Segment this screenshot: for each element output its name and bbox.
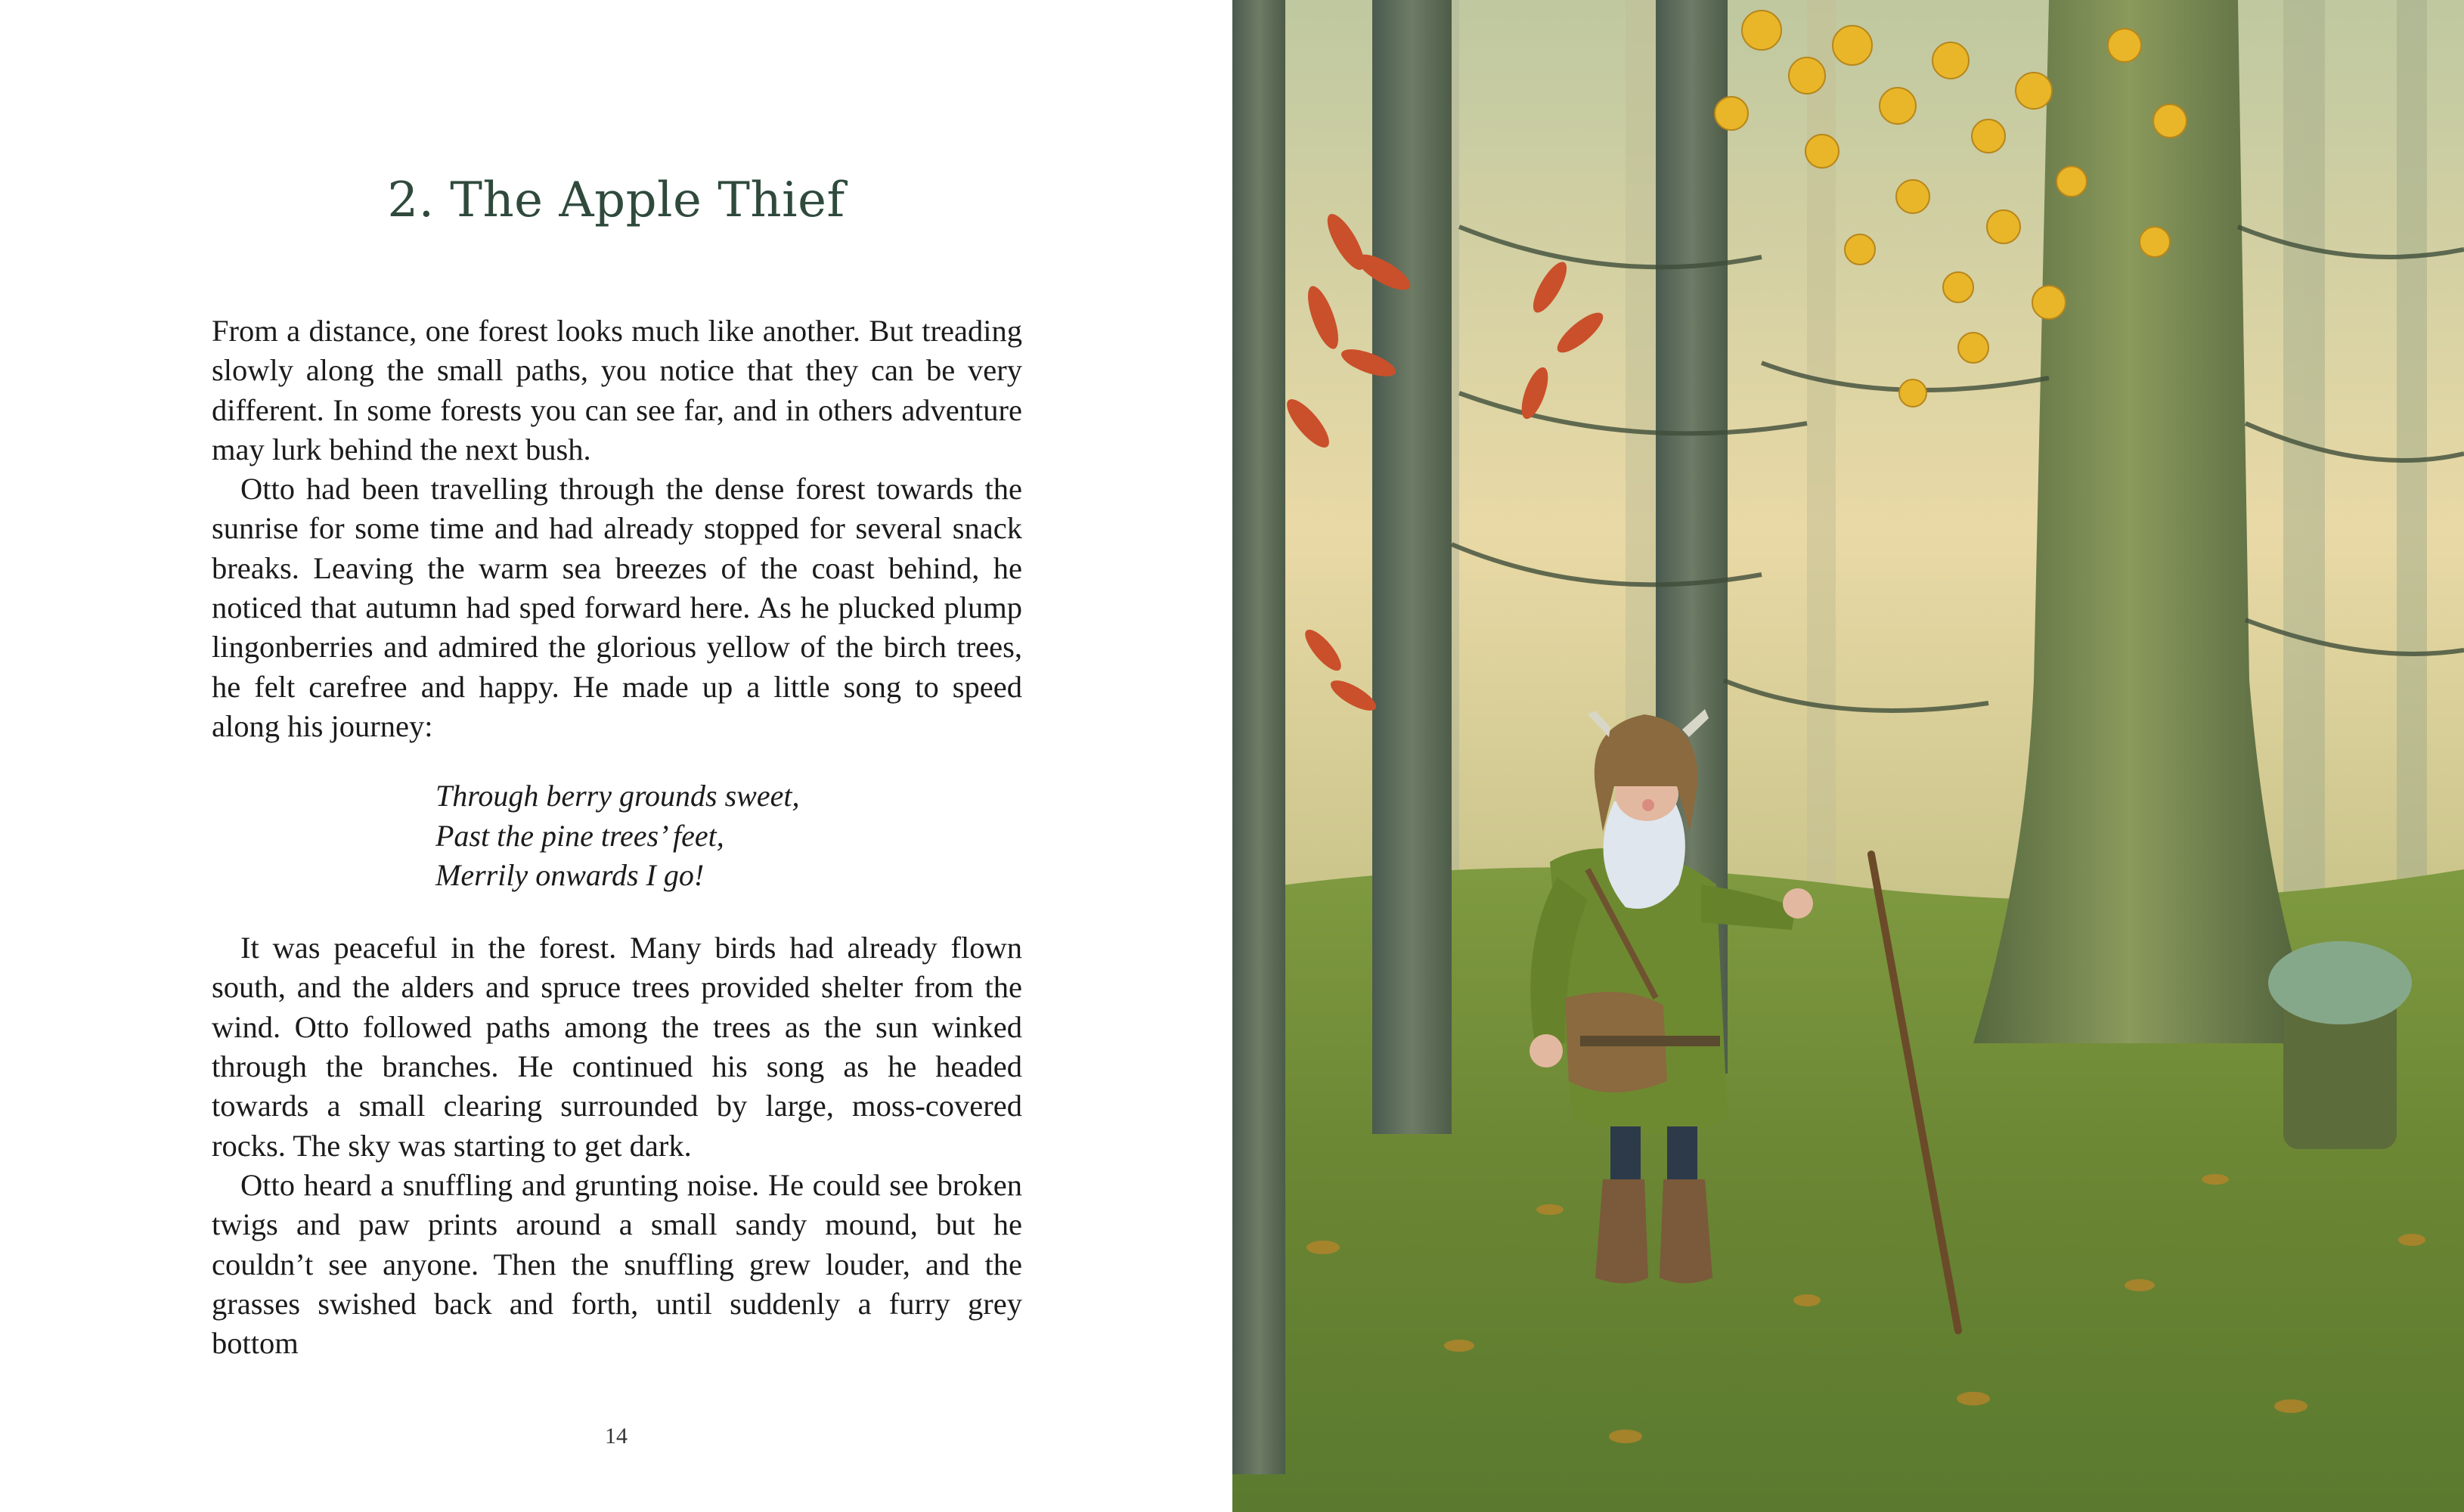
tree-trunk [1232, 0, 1285, 1474]
verse-line: Merrily onwards I go! [435, 857, 705, 892]
paragraph: Otto had been travelling through the dense forest towards the sunrise for some time and had already stopped for several snack breaks. Leaving the warm sea breezes of the coast behind, he noticed that autumn had sped forward here. As he plucked plump lingonberries and admired the glorious yellow of the birch trees, he felt carefree and happy. He made up a little song to speed along his journey: [212, 472, 1022, 743]
forest-gnome-illustration [1232, 0, 2464, 1512]
mossy-stump [2268, 941, 2412, 1149]
body-text [212, 311, 1022, 1363]
paragraph: From a distance, one forest looks much like another. But treading slowly along the small paths, you notice that they can be very different. In some forests you can see far, and in others adventure may lurk behind the next bush. [212, 314, 1022, 466]
verse-line: Past the pine trees’ feet, [435, 818, 724, 853]
illustration-page [1232, 0, 2464, 1512]
page-number: 14 [605, 1424, 628, 1448]
tree-trunk [1372, 0, 1452, 1134]
paragraph: It was peaceful in the forest. Many birds had already flown south, and the alders and spruce trees provided shelter from the wind. Otto followed paths among the trees as the sun winked through the branches. He continued his song as he headed towards a small clearing surrounded by large, moss-covered rocks. The sky was starting to get dark. [212, 931, 1022, 1163]
right-boot [1660, 1179, 1712, 1284]
left-boot [1595, 1179, 1648, 1284]
song-verse [435, 776, 1022, 895]
verse-line: Through berry grounds sweet, [435, 779, 800, 813]
paragraph: Otto heard a snuffling and grunting noise. He could see broken twigs and paw prints around a small sandy mound, but he couldn’t see anyone. Then the snuffling grew louder, and the grasses swished back and forth, until suddenly a furry grey bottom [212, 1167, 1022, 1361]
chapter-title: 2. The Apple Thief [387, 172, 845, 228]
